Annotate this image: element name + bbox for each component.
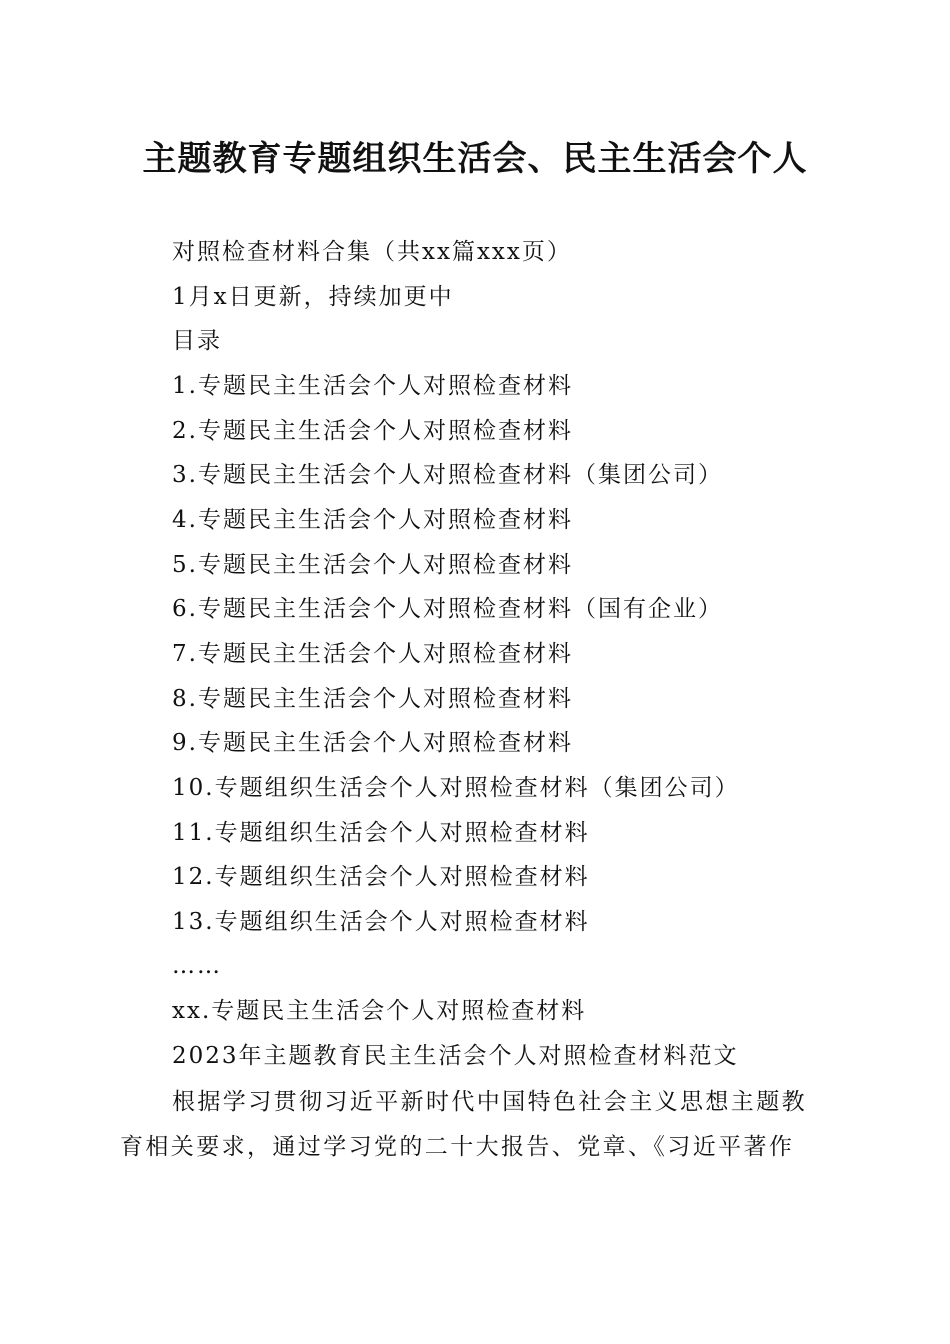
- toc-item: 2.专题民主生活会个人对照检查材料: [172, 418, 573, 444]
- toc-item: 5.专题民主生活会个人对照检查材料: [172, 552, 573, 578]
- body-paragraph: 根据学习贯彻习近平新时代中国特色社会主义思想主题教育相关要求，通过学习党的二十大报告、党章、《习近平著作: [120, 1089, 807, 1160]
- article-title: 2023年主题教育民主生活会个人对照检查材料范文: [172, 1043, 739, 1069]
- toc-item: 9.专题民主生活会个人对照检查材料: [172, 730, 573, 756]
- toc-item: 7.专题民主生活会个人对照检查材料: [172, 641, 573, 667]
- toc-item: 6.专题民主生活会个人对照检查材料（国有企业）: [172, 596, 723, 622]
- toc-item: 3.专题民主生活会个人对照检查材料（集团公司）: [172, 462, 723, 488]
- toc-item-last: xx.专题民主生活会个人对照检查材料: [172, 998, 587, 1024]
- document-subtitle: 对照检查材料合集（共xx篇xxx页）: [172, 239, 572, 265]
- toc-item: 13.专题组织生活会个人对照检查材料: [172, 909, 590, 935]
- toc-item: 1.专题民主生活会个人对照检查材料: [172, 373, 573, 399]
- update-note: 1月x日更新，持续加更中: [172, 284, 454, 310]
- toc-heading: 目录: [172, 328, 222, 354]
- toc-item: 12.专题组织生活会个人对照检查材料: [172, 864, 590, 890]
- toc-item: 11.专题组织生活会个人对照检查材料: [172, 820, 590, 846]
- toc-item: 4.专题民主生活会个人对照检查材料: [172, 507, 573, 533]
- toc-ellipsis: ……: [172, 953, 222, 979]
- toc-item: 8.专题民主生活会个人对照检查材料: [172, 686, 573, 712]
- toc-item: 10.专题组织生活会个人对照检查材料（集团公司）: [172, 775, 740, 801]
- document-title: 主题教育专题组织生活会、民主生活会个人: [142, 139, 808, 179]
